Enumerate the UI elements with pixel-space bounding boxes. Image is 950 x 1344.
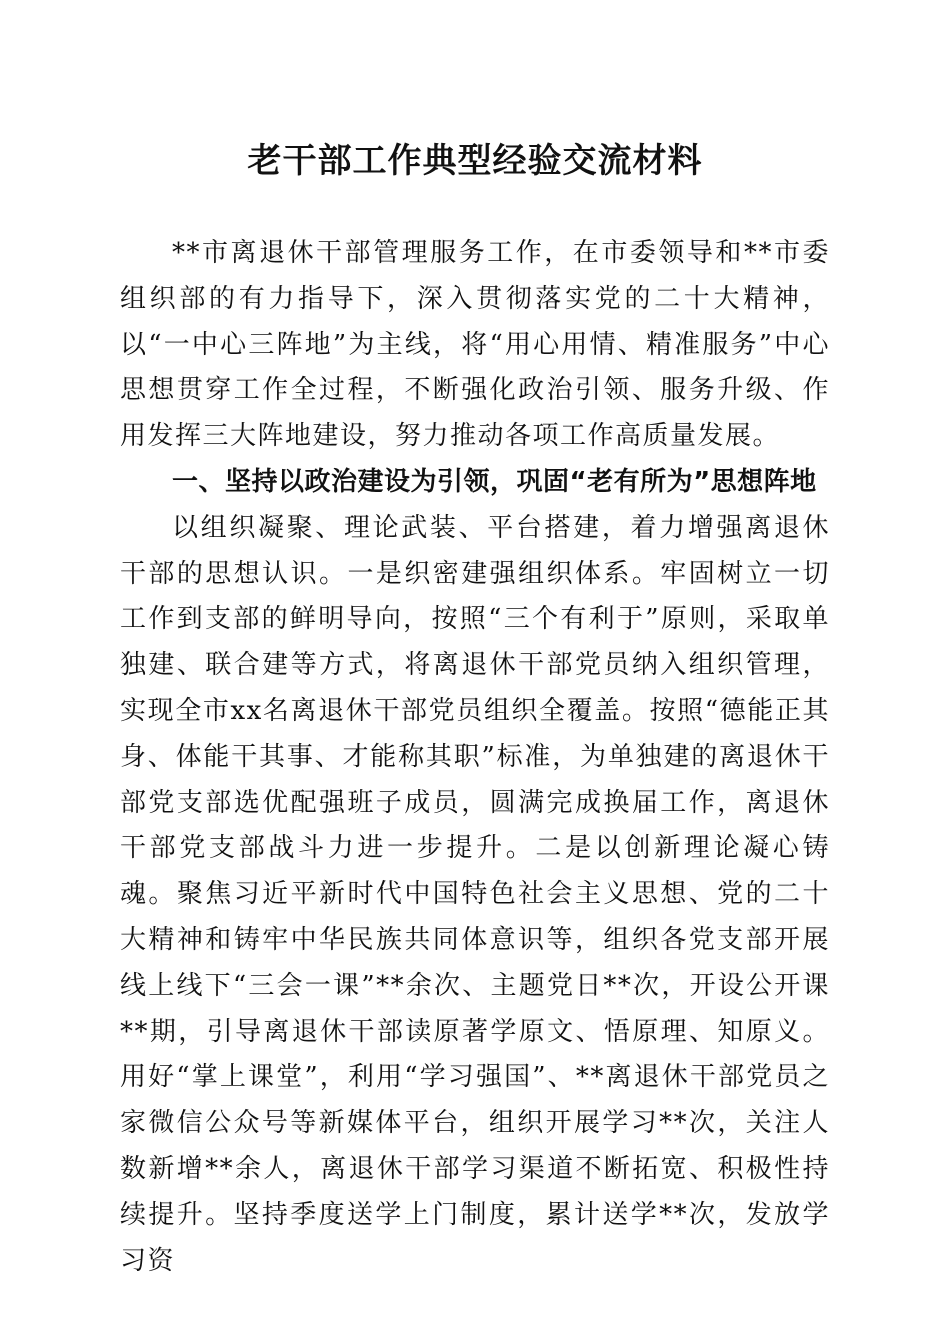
intro-paragraph: **市离退休干部管理服务工作，在市委领导和**市委组织部的有力指导下，深入贯彻落实党的二十大精神，以“一中心三阵地”为主线，将“用心用情、精准服务”中心思想贯穿工作全过程，不断强化政治引领、服务升级、作用发挥三大阵地建设，努力推动各项工作高质量发展。 [120,238,830,452]
document-body [120,231,830,1284]
section-paragraph: 以组织凝聚、理论武装、平台搭建，着力增强离退休干部的思想认识。一是织密建强组织体系。牢固树立一切工作到支部的鲜明导向，按照“三个有利于”原则，采取单独建、联合建等方式，将离退休干部党员纳入组织管理，实现全市xx名离退休干部党员组织全覆盖。按照“德能正其身、体能干其事、才能称其职”标准，为单独建的离退休干部党支部选优配强班子成员，圆满完成换届工作，离退休干部党支部战斗力进一步提升。二是以创新理论凝心铸魂。聚焦习近平新时代中国特色社会主义思想、党的二十大精神和铸牢中华民族共同体意识等，组织各党支部开展线上线下“三会一课”**余次、主题党日**次，开设公开课**期，引导离退休干部读原著学原文、悟原理、知原义。用好“掌上课堂”，利用“学习强国”、**离退休干部党员之家微信公众号等新媒体平台，组织开展学习**次，关注人数新增**余人，离退休干部学习渠道不断拓宽、积极性持续提升。坚持季度送学上门制度，累计送学**次，发放学习资 [120,512,830,1276]
document-title: 老干部工作典型经验交流材料 [247,141,703,181]
section-heading: 一、坚持以政治建设为引领，巩固“老有所为”思想阵地 [172,466,817,497]
